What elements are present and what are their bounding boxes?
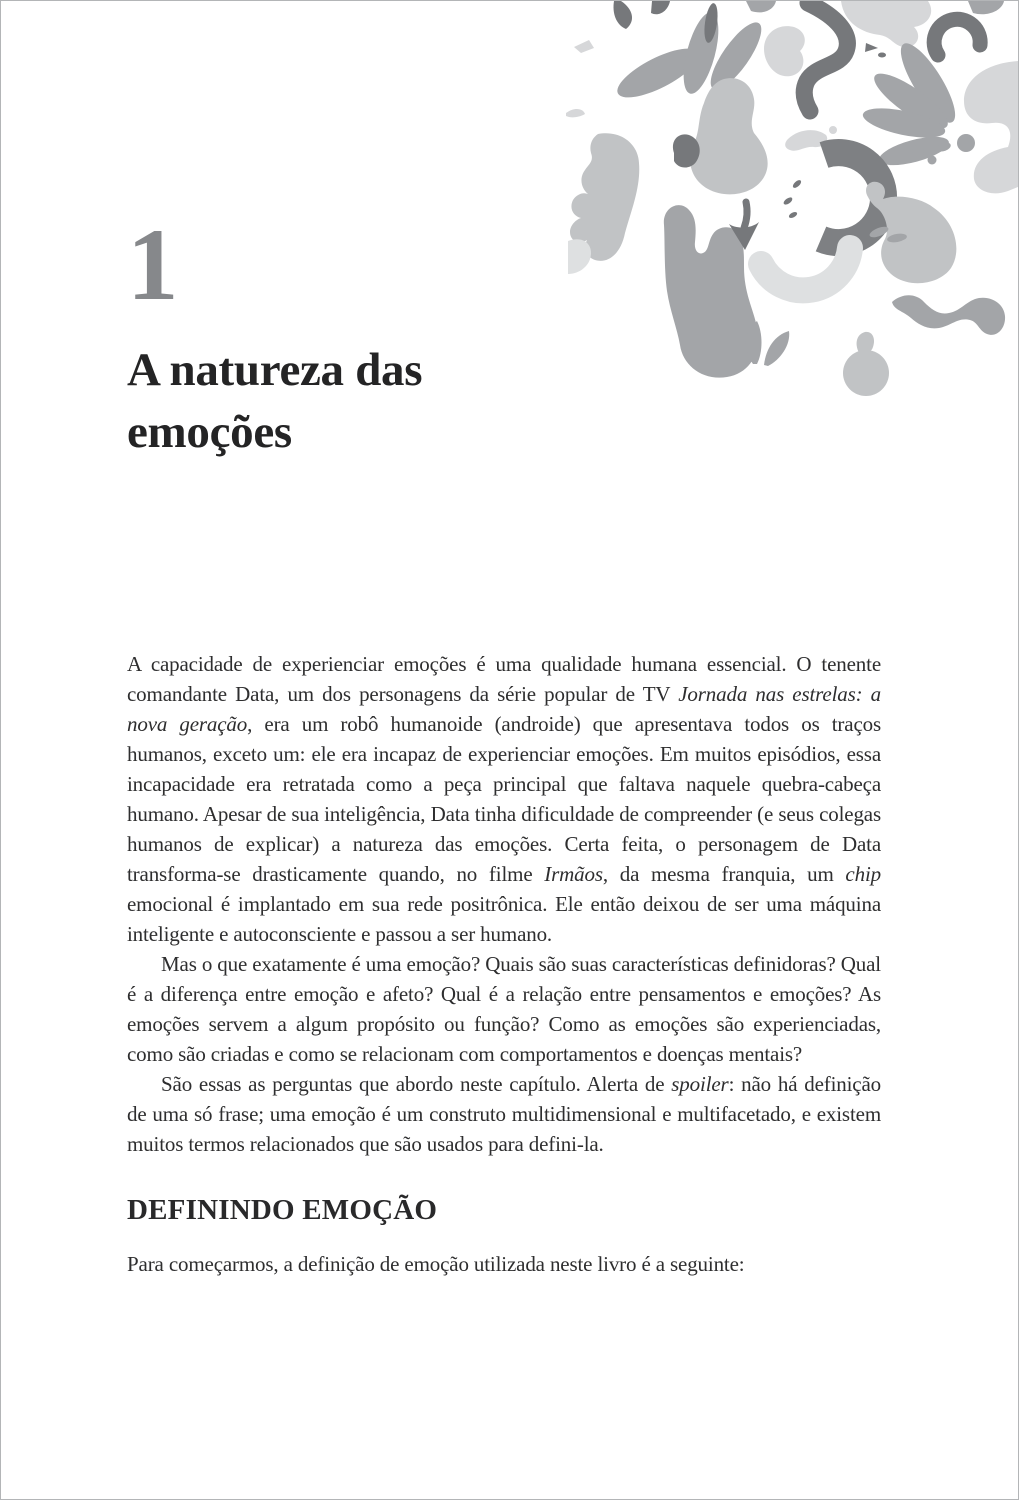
abstract-shapes-decoration-illustration [566, 1, 1018, 401]
text-segment-italic: Jornada nas estrelas: a nova geração [127, 682, 881, 736]
text-segment: Para começarmos, a definição de emoção utilizada neste livro é a seguinte: [127, 1252, 745, 1276]
paragraph [127, 649, 881, 949]
text-segment: emocional é implantado em sua rede positrônica. Ele então deixou de ser uma máquina inteligente e autoconsciente e passou a ser humano. [127, 892, 881, 946]
pear-blob-shape [690, 78, 768, 194]
text-segment: A capacidade de experienciar emoções é uma qualidade humana essencial. O tenente comandante Data, um dos personagens da série popular de TV [127, 652, 881, 706]
text-segment-italic: Irmãos [544, 862, 603, 886]
wave-shape [892, 295, 1005, 335]
paragraph [127, 1069, 881, 1159]
top-fragment-shape [968, 1, 1004, 14]
text-segment-italic: spoiler [671, 1072, 729, 1096]
text-segment: : não há definição de uma só frase; uma emoção é um construto multidimensional e multifacetado, e existem muitos termos relacionados que são usados para defini-la. [127, 1072, 881, 1156]
section-heading: DEFININDO EMOÇÃO [127, 1194, 438, 1226]
section-intro-line [127, 1249, 881, 1279]
top-fragment-shape [746, 1, 776, 12]
top-fragment-shape [614, 1, 633, 29]
text-segment: Mas o que exatamente é uma emoção? Quais são suas características definidoras? Qual é a diferença entre emoção e afeto? Qual é a relação entre pensamentos e emoções? As emoções servem a algum propósito ou função? Como as emoções são experienciadas, como são criadas e como se relacionam com comportamentos e doenças mentais? [127, 952, 881, 1066]
chapter-number: 1 [127, 208, 179, 322]
balloon-blob-shape [843, 332, 889, 396]
text-segment: São essas as perguntas que abordo neste capítulo. Alerta de [161, 1072, 672, 1096]
sprout-shape [746, 321, 789, 366]
text-segment-italic: chip [845, 862, 881, 886]
s-squiggle-shape [804, 3, 847, 111]
kidney-blob-shape [764, 26, 805, 76]
crescent-shape [761, 248, 850, 290]
text-segment: , da mesma franquia, um [602, 862, 846, 886]
body-text-column [127, 649, 881, 1279]
hook-shape [934, 19, 980, 55]
paragraph [127, 949, 881, 1069]
top-fragment-shape [651, 1, 670, 14]
right-edge-blob-shape [964, 61, 1018, 193]
seed-marks [782, 179, 802, 220]
text-segment: , era um robô humanoide (androide) que apresentava todos os traços humanos, exceto um: ele era incapaz de experienciar emoções. Em muitos episódios, essa incapacidade era retratada como a peça principal que faltava naquele quebra-cabeça humano. Apesar de sua inteligência, Data tinha dificuldade de compreender (e seus colegas humanos de explicar) a natureza das emoções. Certa feita, o personagem de Data transforma-se drasticamente quando, no filme [127, 712, 881, 886]
chapter-title: A natureza das emoções [127, 344, 423, 458]
